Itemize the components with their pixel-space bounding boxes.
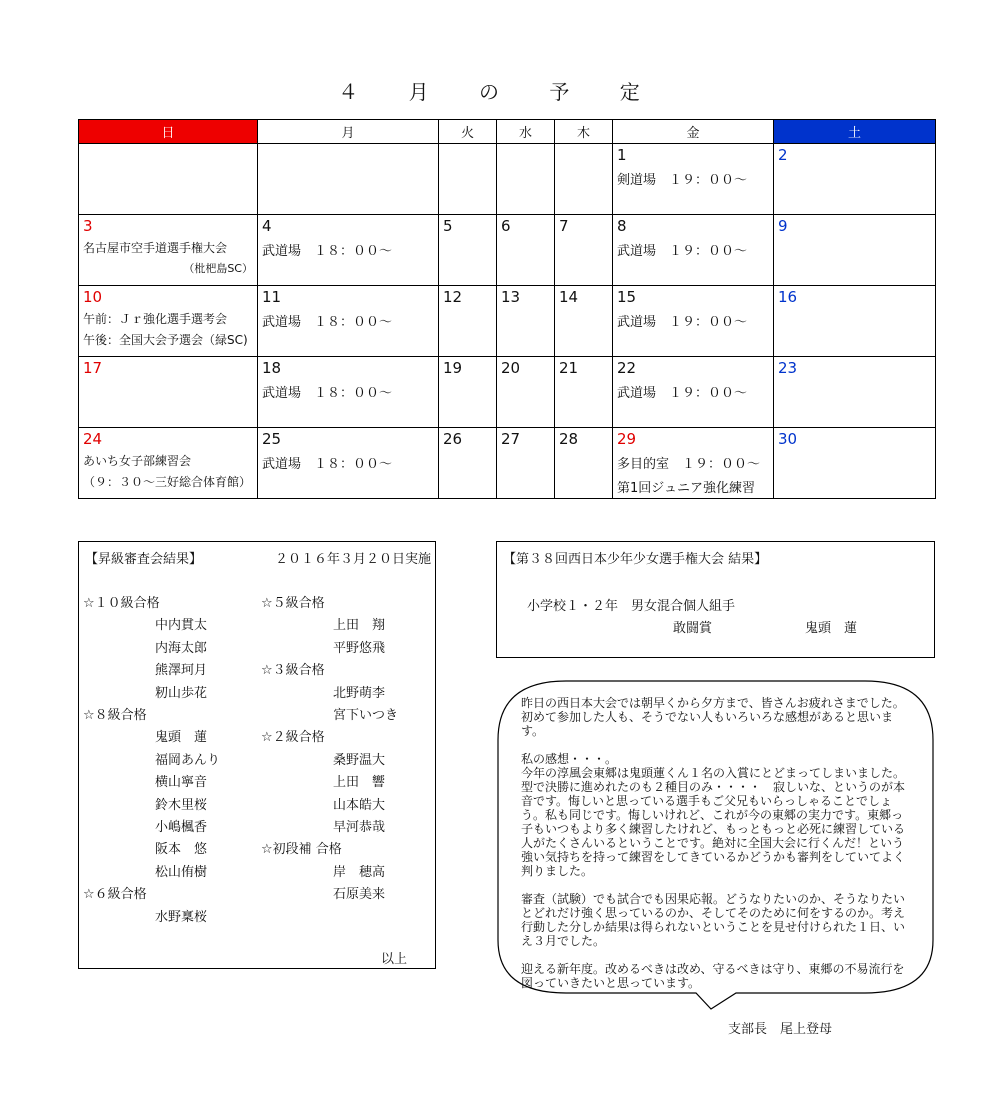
member-name: 上田 翔 [333, 618, 386, 634]
calendar-day [439, 215, 497, 286]
day-number: 2 [778, 146, 788, 164]
weekday-header: 木 [555, 120, 613, 144]
day-number: 29 [617, 430, 637, 448]
calendar-day [774, 215, 936, 286]
message-paragraph: 昨日の西日本大会では朝早くから夕方まで、皆さんお疲れさまでした。初めて参加した人も、そうでない人もいろいろな感想があると思います。 [521, 696, 905, 738]
member-name: 鈴木里桜 [155, 797, 208, 813]
member-name: 岸 穂高 [333, 864, 386, 880]
calendar-day [613, 286, 774, 357]
member-name: 上田 響 [333, 775, 386, 791]
day-number: 25 [262, 430, 282, 448]
calendar-week [79, 215, 936, 286]
calendar-day [258, 144, 439, 215]
weekday-header: 火 [439, 120, 497, 144]
day-number: 11 [262, 288, 282, 306]
day-number: 16 [778, 288, 798, 306]
end-mark: 以上 [381, 952, 408, 967]
calendar-week [79, 428, 936, 499]
promotion-heading: 【昇級審査会結果】 [85, 552, 203, 567]
day-event: あいち女子部練習会 [83, 454, 192, 468]
day-number: 30 [778, 430, 798, 448]
calendar-day [774, 144, 936, 215]
day-event: 多目的室 １９：００～ [617, 457, 761, 472]
calendar-day [555, 215, 613, 286]
day-number: 18 [262, 359, 282, 377]
member-name: 早河恭哉 [333, 820, 386, 835]
calendar-day [79, 215, 258, 286]
member-name: 平野悠飛 [333, 640, 386, 656]
message-paragraph: 審査（試験）でも試合でも因果応報。どうなりたいのか、そうなりたいとどれだけ強く思っているのか、そしてそのために何をするのか。考え行動した分しか結果は得られないということを見せ付けられた１日、いえ３月でした。 [521, 892, 906, 948]
calendar-day [497, 357, 555, 428]
calendar-day [79, 428, 258, 499]
calendar-day [439, 286, 497, 357]
calendar-day [555, 357, 613, 428]
day-number: 28 [559, 430, 579, 448]
member-name: 水野稟桜 [155, 909, 208, 925]
weekday-header: 日 [79, 120, 258, 144]
member-name: 石原美来 [333, 887, 386, 903]
page-title: ４ 月 の 予 定 [338, 80, 662, 104]
day-number: 19 [443, 359, 463, 377]
grade-heading: ☆６級合格 [83, 887, 147, 903]
day-event: 武道場 １９：００～ [617, 315, 748, 330]
member-name: 松山侑樹 [155, 864, 208, 880]
calendar-day [79, 144, 258, 215]
calendar-day [258, 428, 439, 499]
day-number: 9 [778, 217, 788, 235]
calendar-week [79, 357, 936, 428]
member-name: 籾山歩花 [155, 685, 208, 701]
member-name: 北野萌李 [333, 685, 386, 701]
day-event: 武道場 １８：００～ [262, 457, 393, 472]
member-name: 内海太郎 [155, 640, 208, 656]
member-name: 福岡あんり [155, 752, 221, 768]
day-event: 武道場 １８：００～ [262, 386, 393, 401]
calendar-week [79, 286, 936, 357]
tournament-heading: 【第３８回西日本少年少女選手権大会 結果】 [503, 552, 768, 567]
message-text [521, 696, 913, 1004]
award-name: 敢闘賞 [673, 621, 713, 636]
calendar-day [79, 286, 258, 357]
day-event: 武道場 １８：００～ [262, 244, 393, 259]
day-number: 26 [443, 430, 463, 448]
member-name: 中内貫太 [155, 618, 208, 634]
calendar-day [497, 286, 555, 357]
calendar-day [79, 357, 258, 428]
member-name: 宮下いつき [333, 708, 399, 723]
day-number: 5 [443, 217, 453, 235]
promotion-date: ２０１６年３月２０日実施 [274, 552, 431, 567]
calendar-day [497, 215, 555, 286]
calendar-day [555, 428, 613, 499]
day-event: 武道場 １９：００～ [617, 244, 748, 259]
day-number: 24 [83, 430, 103, 448]
calendar-day [439, 144, 497, 215]
day-number: 15 [617, 288, 637, 306]
day-number: 6 [501, 217, 511, 235]
grade-heading: ☆初段補 合格 [261, 842, 342, 858]
tournament-results-box [496, 541, 935, 658]
message-paragraph: 迎える新年度。改めるべきは改め、守るべきは守り、東郷の不易流行を図っていきたいと思っています。 [521, 962, 905, 990]
day-event: （９：３０～三好総合体育館） [83, 475, 252, 489]
calendar-day [258, 286, 439, 357]
grade-heading: ☆２級合格 [261, 730, 325, 746]
day-event: 午前：Ｊｒ強化選手選考会 [83, 312, 228, 326]
april-calendar [78, 119, 936, 499]
calendar-day [258, 357, 439, 428]
calendar-day [497, 428, 555, 499]
day-event: 午後：全国大会予選会（緑SC) [83, 333, 248, 347]
day-event: 剣道場 １９：００～ [617, 173, 748, 188]
day-number: 13 [501, 288, 521, 306]
weekday-header: 水 [497, 120, 555, 144]
weekday-header: 金 [613, 120, 774, 144]
day-number: 14 [559, 288, 579, 306]
day-number: 1 [617, 146, 627, 164]
calendar-day [258, 215, 439, 286]
member-name: 山本皓大 [333, 797, 386, 813]
day-number: 22 [617, 359, 637, 377]
day-event: 第1回ジュニア強化練習 [617, 481, 756, 496]
member-name: 桑野温大 [333, 752, 386, 768]
day-number: 23 [778, 359, 798, 377]
calendar-day [774, 428, 936, 499]
day-event: 武道場 １９：００～ [617, 386, 748, 401]
grade-heading: ☆５級合格 [261, 596, 325, 611]
message-bubble [496, 680, 935, 1010]
day-number: 20 [501, 359, 521, 377]
calendar-day [439, 357, 497, 428]
weekday-header: 月 [258, 120, 439, 144]
calendar-day [555, 286, 613, 357]
event-venue: （枇杷島SC） [183, 262, 253, 275]
member-name: 小嶋楓香 [155, 820, 208, 835]
message-paragraph: 私の感想・・・。 今年の淳風会東郷は鬼頭蓮くん１名の入賞にとどまってしまいました。型で決勝に進めれたのも２種目のみ・・・・ 寂しいな、というのが本音です。悔しいと思っている選手もご父兄もいらっしゃることでしょう。私も同じです。悔しいけれど、これが今の東郷の実力です。東郷っ子もいつもより多く練習したけれど、もっともっと必死に練習している人がたくさんいるということです。絶対に全国大会に行くんだ！という強い気持ちを持って練習をしてきているかどうかも審判をしていてよく判りました。 [521, 752, 906, 878]
day-number: 10 [83, 288, 103, 306]
calendar-day [439, 428, 497, 499]
member-name: 横山寧音 [155, 775, 208, 791]
award-winner: 鬼頭 蓮 [805, 621, 858, 636]
day-number: 17 [83, 359, 103, 377]
day-event: 武道場 １８：００～ [262, 315, 393, 330]
grade-heading: ☆３級合格 [261, 663, 325, 679]
calendar-day [613, 144, 774, 215]
member-name: 阪本 悠 [155, 842, 208, 858]
calendar-day [497, 144, 555, 215]
day-number: 8 [617, 217, 627, 235]
day-number: 3 [83, 217, 93, 235]
day-number: 4 [262, 217, 272, 235]
calendar-day [613, 428, 774, 499]
calendar-day [555, 144, 613, 215]
member-name: 鬼頭 蓮 [155, 730, 208, 746]
calendar-day [613, 215, 774, 286]
grade-heading: ☆８級合格 [83, 708, 147, 723]
calendar-day [613, 357, 774, 428]
calendar-day [774, 286, 936, 357]
grade-heading: ☆１０級合格 [83, 596, 160, 611]
signature: 支部長 尾上登母 [728, 1022, 833, 1037]
day-number: 27 [501, 430, 521, 448]
calendar-week [79, 144, 936, 215]
weekday-header: 土 [774, 120, 936, 144]
tournament-category: 小学校１・２年 男女混合個人組手 [527, 599, 736, 614]
member-name: 熊澤珂月 [155, 663, 208, 679]
day-number: 21 [559, 359, 579, 377]
promotion-results-box [78, 541, 436, 969]
day-number: 7 [559, 217, 569, 235]
calendar-day [774, 357, 936, 428]
day-number: 12 [443, 288, 463, 306]
day-event: 名古屋市空手道選手権大会 [83, 241, 228, 255]
